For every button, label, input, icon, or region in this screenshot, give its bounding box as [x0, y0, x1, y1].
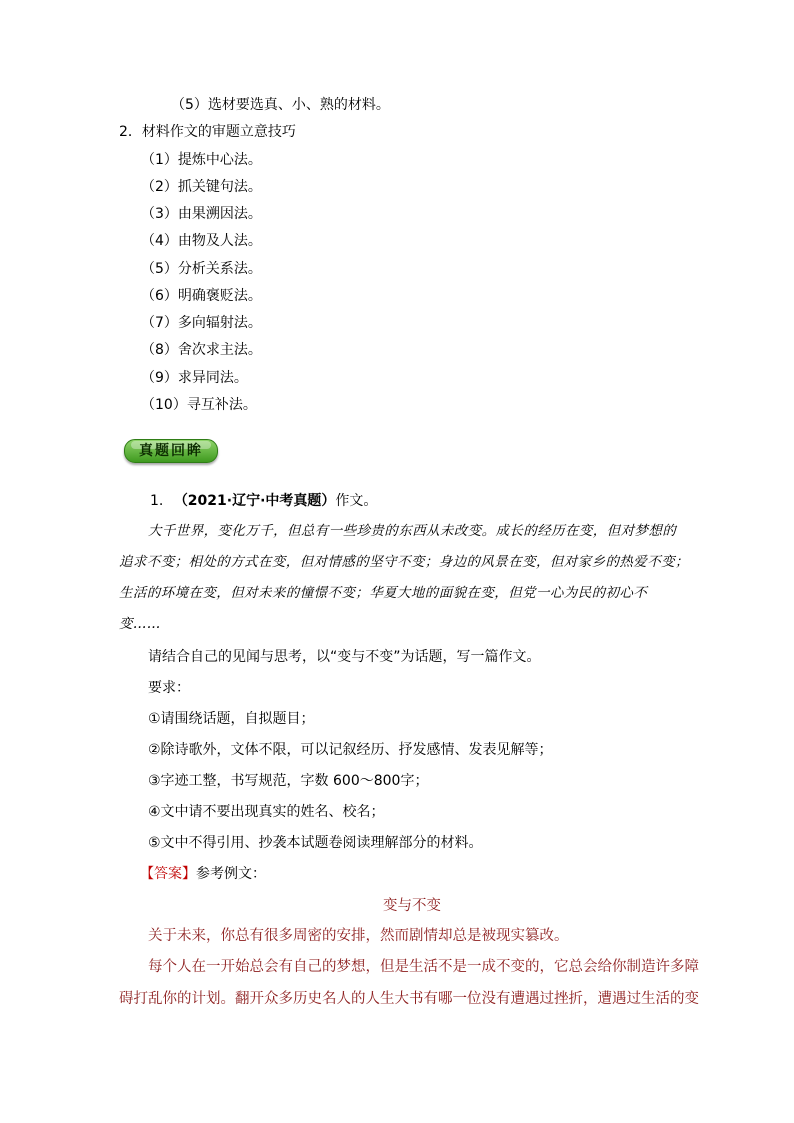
requirement-1: ①请围绕话题，自拟题目； [148, 711, 315, 727]
requirement-3: ③字迹工整，书写规范，字数 600～800字； [148, 773, 429, 789]
material-line-2: 追求不变；相处的方式在变，但对情感的坚守不变；身边的风景在变，但对家乡的热爱不变； [119, 554, 689, 570]
method-item-4: （4）由物及人法。 [141, 233, 262, 249]
question-source: （2021·辽宁·中考真题） [173, 493, 336, 509]
method-item-3: （3）由果溯因法。 [141, 206, 262, 222]
essay-title: 变与不变 [383, 898, 441, 914]
method-item-9: （9）求异同法。 [141, 370, 248, 386]
essay-paragraph-line-2: 每个人在一开始总会有自己的梦想，但是生活不是一成不变的，它总会给你制造许多障 [148, 959, 699, 975]
method-item-10: （10）寻互补法。 [141, 397, 257, 413]
essay-paragraph-line-3: 碍打乱你的计划。翻开众多历史名人的人生大书有哪一位没有遭遇过挫折，遭遇过生活的变 [119, 991, 699, 1007]
section-heading: 2．材料作文的审题立意技巧 [119, 124, 296, 140]
question-type: 作文。 [335, 493, 378, 509]
essay-paragraph-line-1: 关于未来，你总有很多周密的安排，然而剧情却总是被现实篡改。 [148, 928, 569, 944]
requirement-5: ⑤文中不得引用、抄袭本试题卷阅读理解部分的材料。 [148, 835, 483, 851]
section-badge [124, 439, 218, 463]
material-line-1: 大千世界，变化万千，但总有一些珍贵的东西从未改变。成长的经历在变，但对梦想的 [148, 523, 677, 539]
list-item-select-material: （5）选材要选真、小、熟的材料。 [171, 97, 390, 113]
requirement-2: ②除诗歌外，文体不限，可以记叙经历、抒发感情、发表见解等； [148, 742, 553, 758]
method-item-8: （8）舍次求主法。 [141, 342, 262, 358]
requirement-4: ④文中请不要出现真实的姓名、校名； [148, 804, 385, 820]
method-item-1: （1）提炼中心法。 [141, 152, 262, 168]
answer-header [140, 865, 266, 883]
answer-tag: 【答案】 [140, 866, 196, 882]
method-item-5: （5）分析关系法。 [141, 261, 262, 277]
method-item-2: （2）抓关键句法。 [141, 179, 262, 195]
answer-intro: 参考例文： [196, 866, 266, 882]
method-item-7: （7）多向辐射法。 [141, 315, 262, 331]
requirements-label: 要求： [148, 680, 190, 696]
material-line-4: 变…… [119, 616, 161, 632]
question-header [150, 492, 377, 510]
writing-prompt: 请结合自己的见闻与思考，以“变与不变”为话题，写一篇作文。 [148, 649, 541, 665]
badge-label: 真题回眸 [139, 443, 203, 459]
material-line-3: 生活的环境在变，但对未来的憧憬不变；华夏大地的面貌在变，但党一心为民的初心不 [119, 585, 648, 601]
method-item-6: （6）明确褒贬法。 [141, 288, 262, 304]
question-number: 1. [150, 493, 164, 509]
